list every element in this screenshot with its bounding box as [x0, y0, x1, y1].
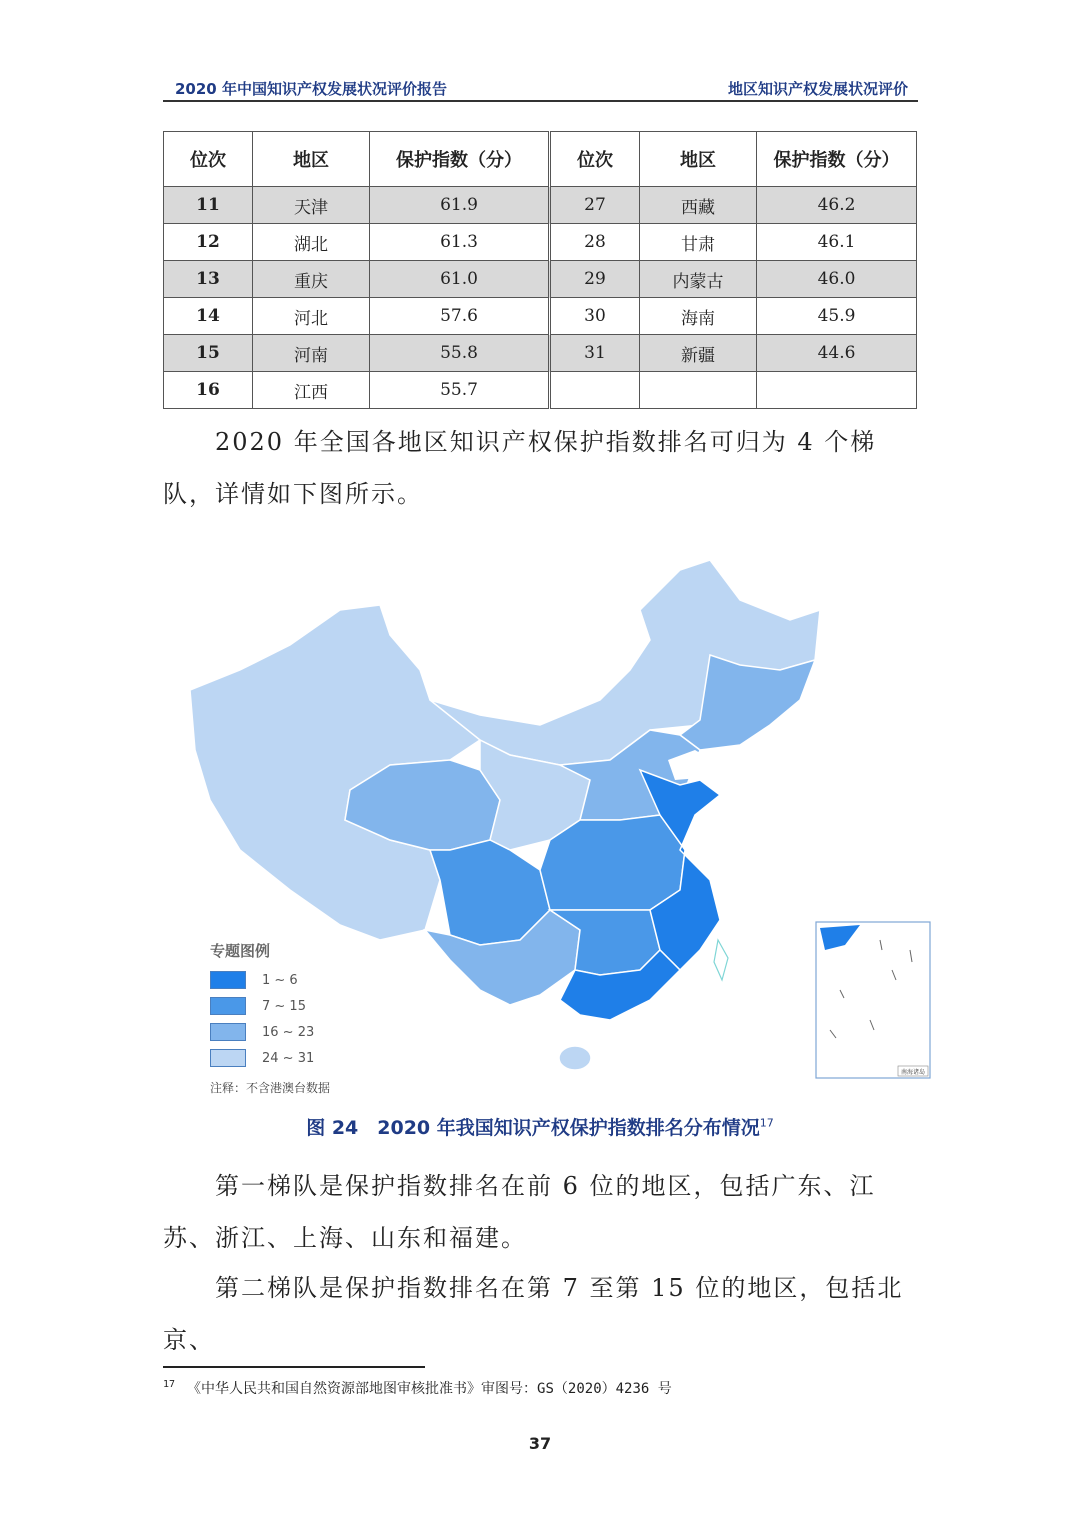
- table-row: [164, 335, 917, 372]
- rank-cell: [550, 372, 640, 409]
- region-cell: 海南: [640, 298, 757, 335]
- index-cell: 55.7: [370, 372, 550, 409]
- map-legend: [210, 940, 330, 1096]
- header-rule: [163, 100, 918, 102]
- table-row: [164, 261, 917, 298]
- rank-cell: 29: [550, 261, 640, 298]
- col-region-header: 地区: [253, 132, 370, 187]
- rank-cell: 11: [164, 187, 253, 224]
- index-cell: 46.1: [757, 224, 917, 261]
- legend-item: [210, 1045, 330, 1071]
- index-cell: 61.0: [370, 261, 550, 298]
- rank-cell: 31: [550, 335, 640, 372]
- map-taiwan-outline: [714, 940, 728, 980]
- legend-label: 1 ~ 6: [262, 972, 298, 988]
- figure-caption-text: 图 24 2020 年我国知识产权保护指数排名分布情况: [306, 1117, 760, 1139]
- legend-item: [210, 993, 330, 1019]
- legend-label: 16 ~ 23: [262, 1024, 315, 1040]
- legend-swatch: [210, 1023, 246, 1041]
- legend-label: 7 ~ 15: [262, 998, 306, 1014]
- tier2-paragraph: 第二梯队是保护指数排名在第 7 至第 15 位的地区，包括北京、: [163, 1274, 904, 1354]
- table-row: [164, 187, 917, 224]
- footnote-number: 17: [163, 1379, 176, 1391]
- rank-cell: 13: [164, 261, 253, 298]
- intro-paragraph: 2020 年全国各地区知识产权保护指数排名可归为 4 个梯队，详情如下图所示。: [163, 428, 877, 508]
- ranking-table: [163, 131, 917, 409]
- page-number: 37: [528, 1434, 552, 1453]
- region-cell: 天津: [253, 187, 370, 224]
- rank-cell: 30: [550, 298, 640, 335]
- inset-label: 南海诸岛: [900, 1069, 926, 1076]
- rank-cell: 28: [550, 224, 640, 261]
- col-region-header: 地区: [640, 132, 757, 187]
- footnote-rule: [163, 1366, 425, 1368]
- page-header: [163, 76, 918, 102]
- legend-note: 注释：不含港澳台数据: [210, 1081, 331, 1095]
- legend-swatch: [210, 997, 246, 1015]
- table-row: [164, 372, 917, 409]
- region-cell: 河北: [253, 298, 370, 335]
- table-row: [164, 224, 917, 261]
- region-cell: 重庆: [253, 261, 370, 298]
- col-index-header: 保护指数（分）: [757, 132, 917, 187]
- region-cell: 湖北: [253, 224, 370, 261]
- index-cell: 55.8: [370, 335, 550, 372]
- rank-cell: 12: [164, 224, 253, 261]
- legend-swatch: [210, 1049, 246, 1067]
- rank-cell: 16: [164, 372, 253, 409]
- legend-label: 24 ~ 31: [262, 1050, 315, 1066]
- footnote-ref: 17: [759, 1116, 774, 1130]
- region-cell: 江西: [253, 372, 370, 409]
- header-section-title: 地区知识产权发展状况评价: [727, 80, 908, 98]
- rank-cell: 14: [164, 298, 253, 335]
- col-rank-header: 位次: [550, 132, 640, 187]
- rank-cell: 15: [164, 335, 253, 372]
- col-rank-header: 位次: [164, 132, 253, 187]
- region-cell: 西藏: [640, 187, 757, 224]
- index-cell: 61.9: [370, 187, 550, 224]
- index-cell: 46.2: [757, 187, 917, 224]
- table-header-row: [164, 132, 917, 187]
- footnote: [163, 1378, 672, 1398]
- map-region-inner-mongolia: [430, 560, 820, 765]
- index-cell: [757, 372, 917, 409]
- rank-cell: 27: [550, 187, 640, 224]
- index-cell: 57.6: [370, 298, 550, 335]
- legend-item: [210, 967, 330, 993]
- region-cell: 新疆: [640, 335, 757, 372]
- index-cell: 46.0: [757, 261, 917, 298]
- col-index-header: 保护指数（分）: [370, 132, 550, 187]
- index-cell: 44.6: [757, 335, 917, 372]
- table-row: [164, 298, 917, 335]
- region-cell: 甘肃: [640, 224, 757, 261]
- header-report-title: 2020 年中国知识产权发展状况评价报告: [175, 80, 447, 98]
- region-cell: 内蒙古: [640, 261, 757, 298]
- region-cell: [640, 372, 757, 409]
- legend-item: [210, 1019, 330, 1045]
- index-cell: 45.9: [757, 298, 917, 335]
- map-region-hainan: [559, 1046, 591, 1070]
- tier1-paragraph: 第一梯队是保护指数排名在前 6 位的地区，包括广东、江苏、浙江、上海、山东和福建。: [163, 1172, 876, 1252]
- footnote-text: 《中华人民共和国自然资源部地图审核批准书》审图号：GS（2020）4236 号: [187, 1381, 672, 1397]
- legend-title: 专题图例: [210, 942, 271, 960]
- figure-caption: [0, 1113, 1080, 1140]
- index-cell: 61.3: [370, 224, 550, 261]
- region-cell: 河南: [253, 335, 370, 372]
- legend-swatch: [210, 971, 246, 989]
